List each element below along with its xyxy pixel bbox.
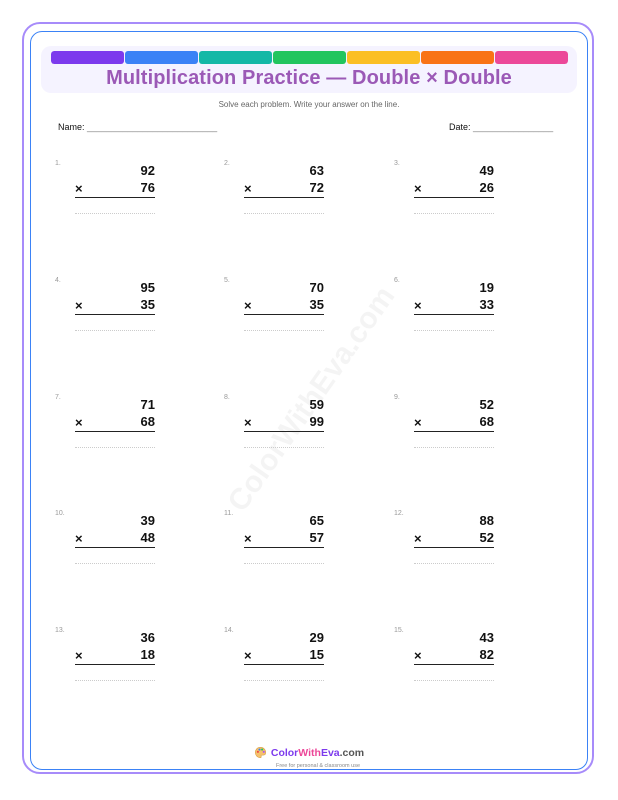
answer-line[interactable] [75, 680, 155, 681]
product-rule [244, 547, 324, 548]
color-segment [495, 51, 568, 64]
problem-number: 6. [394, 277, 400, 284]
multiplier: 57 [309, 530, 324, 545]
brand-name: ColorWithEva.com [270, 746, 365, 759]
answer-line[interactable] [414, 213, 494, 214]
answer-line[interactable] [244, 330, 324, 331]
multiply-icon: × [244, 648, 252, 663]
answer-line[interactable] [75, 563, 155, 564]
tagline: Free for personal & classroom use [275, 763, 361, 769]
brand-logo[interactable] [254, 746, 364, 759]
problem-number: 10. [55, 510, 65, 517]
product-rule [75, 197, 155, 198]
multiplicand: 59 [309, 397, 324, 412]
multiplier: 35 [309, 297, 324, 312]
multiplier: 52 [479, 530, 494, 545]
problem-number: 14. [224, 627, 234, 634]
multiplier: 33 [479, 297, 494, 312]
multiply-icon: × [414, 298, 422, 313]
date-blank-line[interactable]: ________________ [473, 122, 554, 132]
multiplicand: 39 [140, 513, 155, 528]
problem [224, 277, 344, 347]
multiply-icon: × [75, 531, 83, 546]
product-rule [414, 664, 494, 665]
product-rule [414, 314, 494, 315]
problem [55, 277, 175, 347]
problem [224, 160, 344, 230]
multiplicand: 70 [309, 280, 324, 295]
color-segment [421, 51, 494, 64]
multiply-icon: × [414, 415, 422, 430]
multiplicand: 19 [479, 280, 494, 295]
problem-number: 12. [394, 510, 404, 517]
problem-number: 9. [394, 394, 400, 401]
problem [55, 510, 175, 580]
color-segment [347, 51, 420, 64]
name-blank-line[interactable]: __________________________ [87, 122, 218, 132]
product-rule [244, 664, 324, 665]
multiplicand: 65 [309, 513, 324, 528]
problem [394, 627, 514, 697]
multiplicand: 29 [309, 630, 324, 645]
multiply-icon: × [414, 648, 422, 663]
problem [224, 627, 344, 697]
product-rule [75, 664, 155, 665]
multiply-icon: × [75, 298, 83, 313]
answer-line[interactable] [244, 213, 324, 214]
rainbow-color-bar [51, 51, 568, 64]
color-segment [273, 51, 346, 64]
problem-number: 1. [55, 160, 61, 167]
product-rule [414, 547, 494, 548]
product-rule [75, 547, 155, 548]
color-segment [51, 51, 124, 64]
product-rule [75, 314, 155, 315]
problem [394, 277, 514, 347]
problem [224, 394, 344, 464]
multiplier: 48 [140, 530, 155, 545]
answer-line[interactable] [244, 680, 324, 681]
multiply-icon: × [244, 298, 252, 313]
problem [394, 394, 514, 464]
multiplier: 68 [140, 414, 155, 429]
multiplicand: 92 [140, 163, 155, 178]
multiplier: 82 [479, 647, 494, 662]
answer-line[interactable] [414, 680, 494, 681]
problem-number: 11. [224, 510, 234, 517]
multiplicand: 88 [479, 513, 494, 528]
product-rule [244, 314, 324, 315]
problem-number: 4. [55, 277, 61, 284]
multiplicand: 49 [479, 163, 494, 178]
multiplicand: 52 [479, 397, 494, 412]
multiply-icon: × [244, 181, 252, 196]
product-rule [244, 197, 324, 198]
multiplicand: 95 [140, 280, 155, 295]
problem [394, 510, 514, 580]
problem [394, 160, 514, 230]
product-rule [244, 431, 324, 432]
problem [224, 510, 344, 580]
answer-line[interactable] [414, 447, 494, 448]
date-field[interactable] [449, 122, 553, 132]
product-rule [75, 431, 155, 432]
multiplicand: 36 [140, 630, 155, 645]
multiply-icon: × [75, 648, 83, 663]
multiplicand: 43 [479, 630, 494, 645]
answer-line[interactable] [75, 447, 155, 448]
multiplier: 76 [140, 180, 155, 195]
color-segment [125, 51, 198, 64]
problem-number: 15. [394, 627, 404, 634]
problem-number: 3. [394, 160, 400, 167]
multiplier: 99 [309, 414, 324, 429]
multiply-icon: × [75, 415, 83, 430]
footer [0, 746, 618, 769]
name-label: Name: [58, 122, 85, 132]
multiplier: 15 [309, 647, 324, 662]
multiply-icon: × [244, 415, 252, 430]
problem [55, 160, 175, 230]
answer-line[interactable] [414, 330, 494, 331]
problem-number: 5. [224, 277, 230, 284]
answer-line[interactable] [75, 213, 155, 214]
multiplier: 18 [140, 647, 155, 662]
multiplier: 68 [479, 414, 494, 429]
multiply-icon: × [244, 531, 252, 546]
product-rule [414, 197, 494, 198]
color-segment [199, 51, 272, 64]
multiplicand: 71 [140, 397, 155, 412]
instructions: Solve each problem. Write your answer on the line. [218, 100, 400, 109]
answer-line[interactable] [244, 447, 324, 448]
answer-line[interactable] [244, 563, 324, 564]
problem [55, 394, 175, 464]
problem [55, 627, 175, 697]
multiplier: 35 [140, 297, 155, 312]
multiply-icon: × [414, 181, 422, 196]
multiply-icon: × [414, 531, 422, 546]
multiply-icon: × [75, 181, 83, 196]
problem-number: 2. [224, 160, 230, 167]
multiplicand: 63 [309, 163, 324, 178]
palette-icon [254, 746, 267, 759]
multiplier: 72 [309, 180, 324, 195]
problem-number: 13. [55, 627, 65, 634]
answer-line[interactable] [75, 330, 155, 331]
product-rule [414, 431, 494, 432]
date-label: Date: [449, 122, 471, 132]
worksheet-title: Multiplication Practice — Double × Double [106, 67, 512, 89]
multiplier: 26 [479, 180, 494, 195]
answer-line[interactable] [414, 563, 494, 564]
problem-number: 8. [224, 394, 230, 401]
problem-number: 7. [55, 394, 61, 401]
name-field[interactable] [58, 122, 217, 132]
